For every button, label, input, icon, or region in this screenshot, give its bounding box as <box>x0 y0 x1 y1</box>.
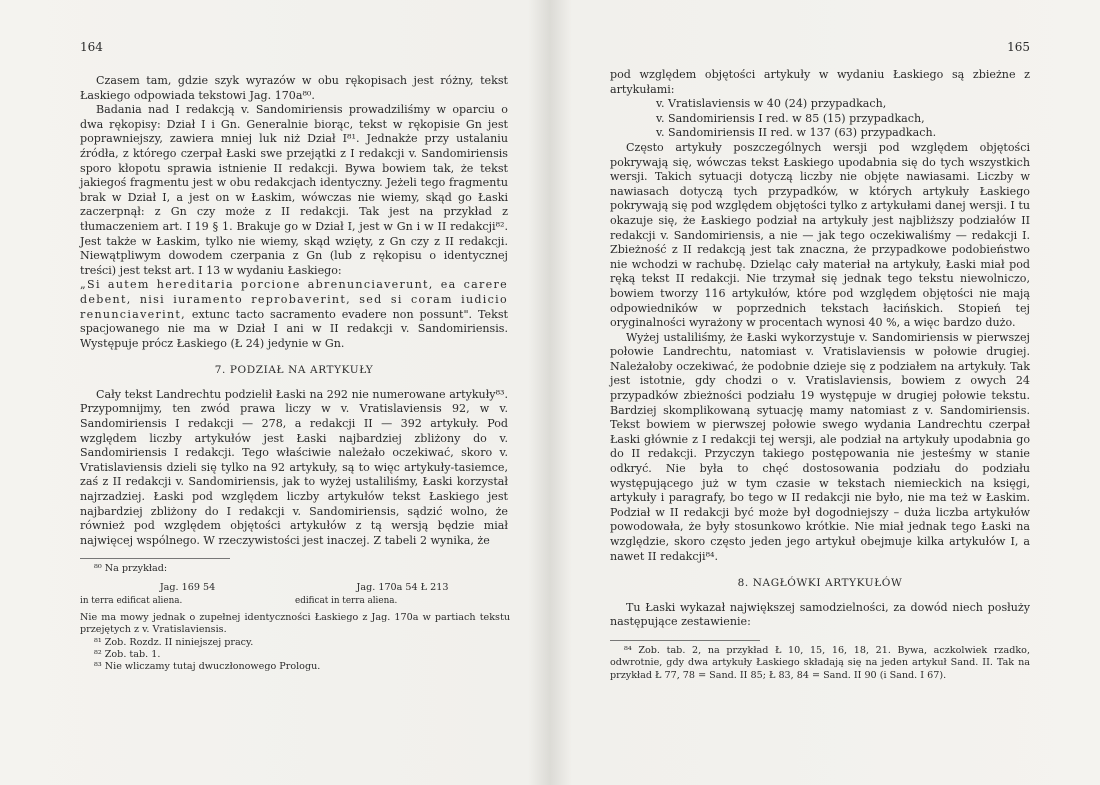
paragraph: Wyżej ustaliliśmy, że Łaski wykorzystuje v. Sandomiriensis w pierwszej połowie Landrechtu, natomiast v. Vratislaviensis w połowie drugiej. Należałoby oczekiwać, że podobnie dzieje się z podziałem na artykuły. Tak jest istotnie, gdy chodzi o v. Vratislaviensis, bowiem z owych 24 przypadków zbieżności podziału 19 występuje w drugiej połowie tekstu. Bardziej skomplikowaną sytuację mamy natomiast z v. Sandomiriensis. Tekst bowiem w pierwszej połowie swego wydania Landrechtu czerpał Łaski głównie z I redakcji tej wersji, ale podział na artykuły upodabnia go do II redakcji. Przyczyn takiego postępowania nie jesteśmy w stanie odkryć. Nie była to chęć dostosowania podziału do podziału występującego już w tym czasie w tekstach niemieckich na księgi, artykuły i paragrafy, bo tego w II redakcji nie było, nie ma też w Łaskim. Podział w II redakcji być może był dogodniejszy – duża liczba artykułów powodowała, że były stosunkowo krótkie. Nie miał jednak tego Łaski na względzie, skoro często jeden jego artykuł obejmuje kilka artykułów I, a nawet II redakcji⁸⁴. <box>610 330 1030 563</box>
comparison-header-1: Jag. 169 54 <box>159 581 216 593</box>
footnote-84: ⁸⁴ Zob. tab. 2, na przykład Ł 10, 15, 16, 18, 21. Bywa, aczkolwiek rzadko, odwrotnie, gdy dwa artykuły Łaskiego składają się na jeden artykuł Sand. II. Tak na przykład Ł 77, 78 = Sand. II 85; Ł 83, 84 = Sand. II 90 (i Sand. I 67). <box>610 644 1030 681</box>
list-item: v. Sandomiriensis II red. w 137 (63) przypadkach. <box>656 126 937 140</box>
comparison-header-2: Jag. 170a 54 Ł 213 <box>356 581 449 593</box>
footnote-80-comparison <box>80 582 510 606</box>
list-item: v. Sandomiriensis I red. w 85 (15) przypadkach, <box>656 111 925 125</box>
paragraph: Badania nad I redakcją v. Sandomiriensis prowadziliśmy w oparciu o dwa rękopisy: Dział I i Gn. Generalnie biorąc, tekst w rękopisie Gn jest poprawniejszy, zawiera mniej luk niż Dział I⁸¹. Jednakże przy ustalaniu źródła, z którego czerpał Łaski swe przejątki z I redakcji v. Sandomiriensis sporo kłopotu sprawia istnienie II redakcji. Bywa bowiem tak, że tekst jakiegoś fragmentu jest w obu redakcjach identyczny. Jeżeli tego fragmentu brak w Dział I, a jest on w Łaskim, wówczas nie wiemy, skąd go Łaski zaczerpnął: z Gn czy może z II redakcji. Tak jest na przykład z tłumaczeniem art. I 19 § 1. Brakuje go w Dział I, jest w Gn i w II redakcji⁸². Jest także w Łaskim, tylko nie wiemy, skąd wzięty, z Gn czy z II redakcji. Niewątpliwym dowodem czerpania z Gn (lub z rękopisu o identycznej treści) jest tekst art. I 13 w wydaniu Łaskiego: <box>80 103 508 277</box>
footnote-81: ⁸¹ Zob. Rozdz. II niniejszej pracy. <box>94 636 254 648</box>
comparison-column-2 <box>295 582 510 606</box>
left-body <box>80 74 508 548</box>
left-page <box>0 0 548 785</box>
latin-quote-paragraph <box>80 278 508 351</box>
list-item: v. Vratislaviensis w 40 (24) przypadkach, <box>656 97 887 111</box>
footnote-80-tail: Nie ma mowy jednak o zupełnej identyczności Łaskiego z Jag. 170a w partiach tekstu przejętych z v. Vratislaviensis. <box>80 611 510 636</box>
latin-quote-rest: extunc tacto sacramento evadere non possunt". Tekst spacjowanego nie ma w Dział I ani w II redakcji v. Sandomiriensis. Występuje prócz Łaskiego (Ł 24) jedynie w Gn. <box>80 307 508 350</box>
latin-quote-spaced: „Si autem hereditaria porcione abrenunciaverunt, ea carere debent, nisi iuramento reprobaverint, sed si coram iudicio renunciaverint, <box>80 278 508 321</box>
right-page <box>552 0 1100 785</box>
comparison-text-1: in terra edificat aliena. <box>80 595 183 606</box>
paragraph: Tu Łaski wykazał największej samodzielności, za dowód niech posłuży następujące zestawienie: <box>610 600 1030 629</box>
paragraph: Często artykuły poszczególnych wersji pod względem objętości pokrywają się, wówczas tekst Łaskiego upodabnia się do tych wszystkich wersji. Takich sytuacji dotyczą liczby nie objęte nawiasami. Liczby w nawiasach dotyczą tych przypadków, w których artykuły Łaskiego pokrywają się pod względem objętości tylko z artykułami danej wersji. I tu okazuje się, że Łaskiego podział na artykuły jest najbliższy podziałów II redakcji v. Sandomiriensis, a nie — jak tego oczekiwaliśmy — redakcji I. Zbieżność z II redakcją jest tak znaczna, że przypadkowe podobieństwo nie wchodzi w rachubę. Dzieląc cały materiał na artykuły, Łaski miał pod ręką tekst II redakcji. Nie trzymał się jednak tego tekstu niewolniczo, bowiem tworzy 116 artykułów, które pod względem objętości nie mają odpowiedników w poprzednich tekstach łacińskich. Stopień tej oryginalności wyrażony w procentach wynosi 40 %, a więc bardzo dużo. <box>610 140 1030 330</box>
comparison-text-2: edificat in terra aliena. <box>295 595 398 606</box>
footnotes-right <box>610 645 1030 682</box>
section-heading-8: 8. NAGŁÓWKI ARTYKUŁÓW <box>737 577 903 590</box>
page-number-left: 164 <box>80 40 103 54</box>
footnote-80-intro: ⁸⁰ Na przykład: <box>94 563 168 575</box>
right-body <box>610 68 1030 630</box>
paragraph: Cały tekst Landrechtu podzielił Łaski na 292 nie numerowane artykuły⁸³. Przypomnijmy, ten zwód prawa liczy w v. Vratislaviensis 92, w v. Sandomiriensis I redakcji — 278, a redakcji II — 392 artykuły. Pod względem liczby artykułów jest Łaski najbardziej zbliżony do v. Sandomiriensis I redakcji. Tego właściwie należało oczekiwać, skoro v. Vratislaviensis dzieli się tylko na 92 artykuły, są to więc artykuły-tasiemce, zaś z II redakcji v. Sandomiriensis, jak to wyżej ustaliliśmy, Łaski korzystał najrzadziej. Łaski pod względem liczby artykułów tekst Łaskiego jest najbardziej zbliżony do I redakcji v. Sandomiriensis, sądzić wolno, że również pod względem objętości artykułów z tą wersją będzie miał najwięcej wspólnego. W rzeczywistości jest inaczej. Z tabeli 2 wynika, że <box>80 387 508 547</box>
intro-paragraph: pod względem objętości artykuły w wydaniu Łaskiego są zbieżne z artykułami: <box>610 68 1030 96</box>
section-heading-7: 7. PODZIAŁ NA ARTYKUŁY <box>214 364 374 377</box>
comparison-column-1 <box>80 582 295 606</box>
footnote-82: ⁸² Zob. tab. 1. <box>94 649 161 661</box>
paragraph: Czasem tam, gdzie szyk wyrazów w obu rękopisach jest różny, tekst Łaskiego odpowiada tekstowi Jag. 170a⁸⁰. <box>80 74 508 102</box>
footnote-83: ⁸³ Nie wliczamy tutaj dwuczłonowego Prologu. <box>94 661 321 673</box>
footnotes-left <box>80 563 510 673</box>
version-list <box>656 97 1030 141</box>
page-number-right: 165 <box>1007 40 1030 54</box>
